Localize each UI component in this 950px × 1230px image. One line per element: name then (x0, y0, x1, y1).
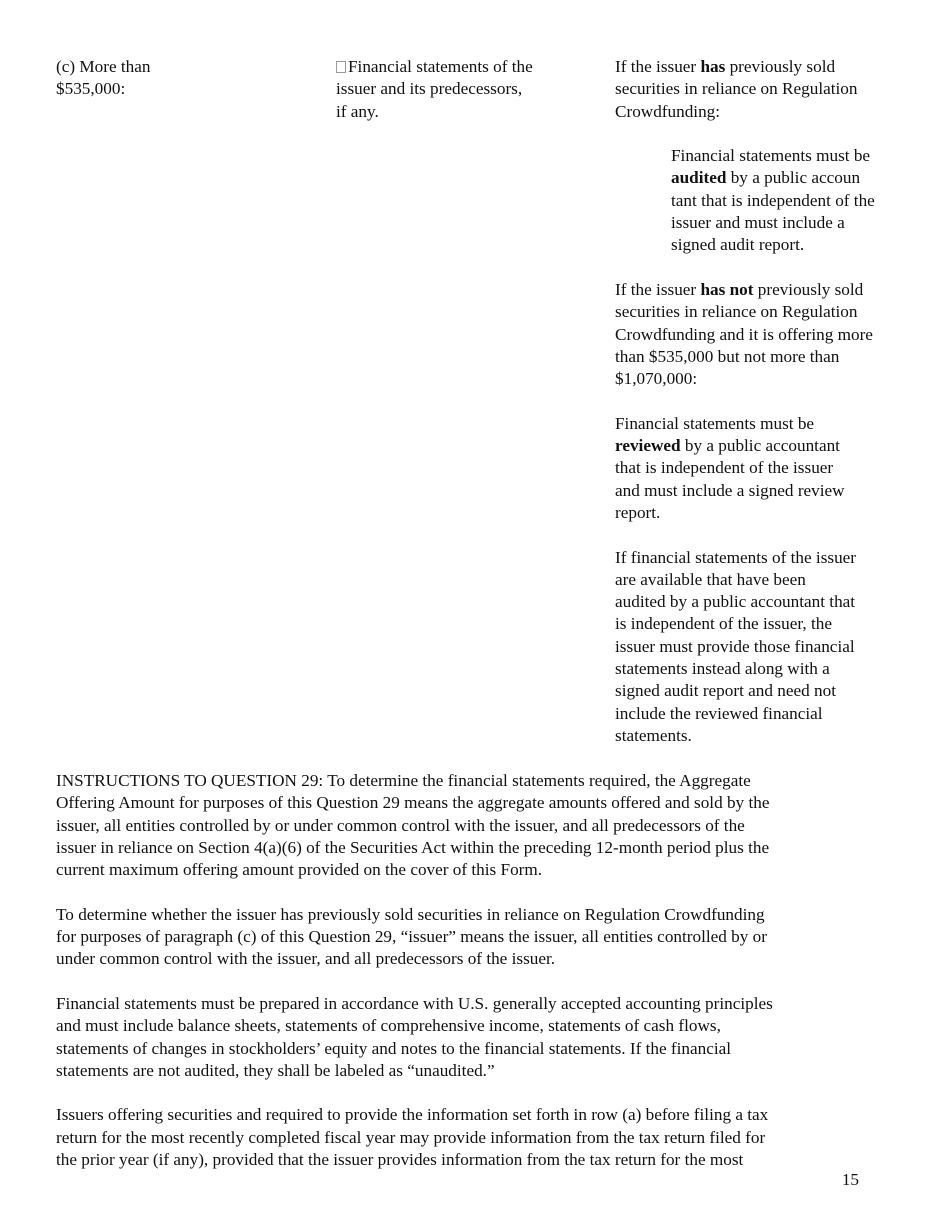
row-c-threshold (56, 56, 306, 101)
if-available-paragraph: If financial statements of the issuer are available that have been audited by a public accountant that is independent of the issuer, the issuer must provide those financial statements instead along with a signed audit report and need not include the reviewed financial statements. (615, 547, 857, 745)
page-number: 15 (841, 1170, 859, 1189)
gaap-paragraph: Financial statements must be prepared in accordance with U.S. generally accepted accounting principles and must include balance sheets, statements of comprehensive income, statements of cash flows, statements of changes in stockholders’ equity and notes to the financial statements. If the financial statements are not audited, they shall be labeled as “unaudited.” (56, 993, 773, 1080)
issuer-definition-paragraph: To determine whether the issuer has previously sold securities in reliance on Regulation Crowdfunding for purposes of paragraph (c) of this Question 29, “issuer” means the issuer, all entities controlled by or under common control with the issuer, and all predecessors of the issuer. (56, 904, 767, 969)
required-line: issuer and its predecessors, (336, 79, 523, 99)
has-not-sold-paragraph: If the issuer has not previously sold securities in reliance on Regulation Crowdfunding and it is offering more than $535,000 but not more than $1,070,000: (615, 279, 873, 389)
threshold-line: $535,000: (56, 79, 126, 99)
required-line: if any. (336, 101, 379, 121)
instructions-paragraph: INSTRUCTIONS TO QUESTION 29: To determine the financial statements required, the Aggregate Offering Amount for purposes of this Question 29 means the aggregate amounts offered and sold by the issuer, all entities controlled by or under common control with the issuer, and all predecessors of the issuer in reliance on Section 4(a)(6) of the Securities Act within the preceding 12-month period plus the current maximum offering amount provided on the cover of this Form. (56, 771, 770, 880)
has-sold-paragraph: If the issuer has previously sold securities in reliance on Regulation Crowdfunding: (615, 57, 858, 121)
tax-return-paragraph: Issuers offering securities and required to provide the information set forth in row (a) before filing a tax return for the most recently completed fiscal year may provide information from the tax return filed for the prior year (if any), provided that the issuer provides information from the tax return for the most (56, 1105, 769, 1170)
audited-paragraph: Financial statements must be audited by a public accoun tant that is independent of the issuer and must include a signed audit report. (671, 146, 875, 255)
row-c-statements-required (336, 56, 576, 123)
instructions-section (56, 770, 846, 1171)
threshold-line: (c) More than (56, 57, 151, 76)
required-line: Financial statements of the (336, 56, 576, 78)
reviewed-paragraph: Financial statements must be reviewed by a public accountant that is independent of the issuer and must include a signed review report. (615, 413, 845, 522)
checkbox[interactable] (336, 61, 346, 73)
row-c-conditions (615, 56, 915, 747)
